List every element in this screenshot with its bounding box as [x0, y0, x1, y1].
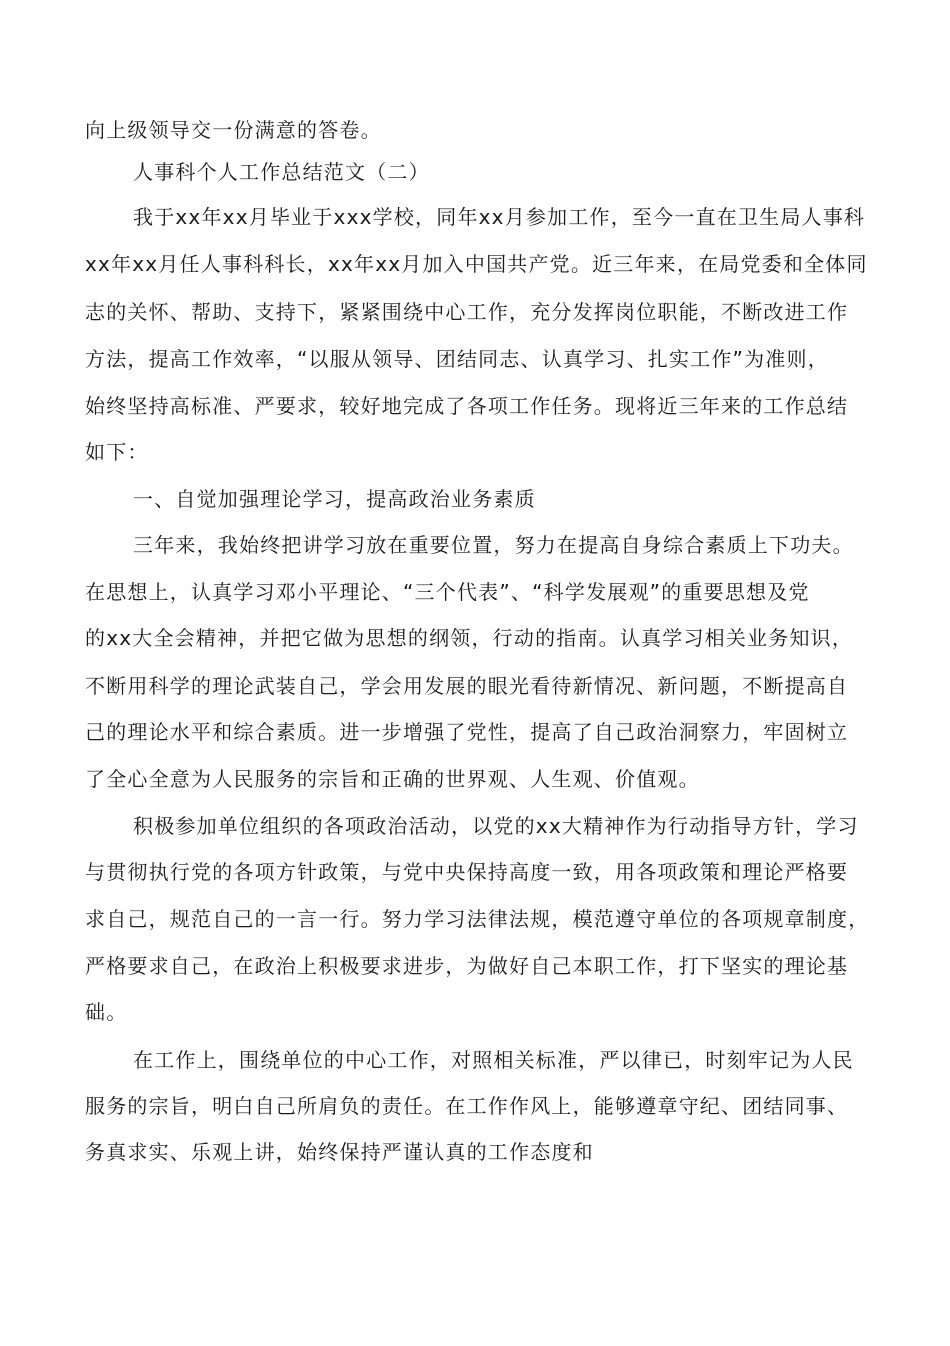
text-line: 向上级领导交一份满意的答卷。	[85, 118, 382, 142]
text-line: 如下：	[85, 440, 149, 464]
text-line: 在工作上，围绕单位的中心工作，对照相关标准，严以律已，时刻牢记为人民	[133, 1048, 854, 1072]
section-title: 人事科个人工作总结范文（二）	[133, 160, 430, 184]
text-line: 不断用科学的理论武装自己，学会用发展的眼光看待新情况、新问题，不断提高自	[85, 674, 849, 698]
text-line: 方法，提高工作效率，“以服从领导、团结同志、认真学习、扎实工作”为准则，	[85, 347, 829, 371]
text-line: xx年xx月任人事科科长，xx年xx月加入中国共产党。近三年来，在局党委和全体同	[85, 252, 868, 276]
text-line: 求自己，规范自己的一言一行。努力学习法律法规，模范遵守单位的各项规章制度，	[85, 907, 870, 931]
section-heading: 一、自觉加强理论学习，提高政治业务素质	[133, 487, 536, 511]
text-line: 积极参加单位组织的各项政治活动，以党的xx大精神作为行动指导方针，学习	[133, 814, 859, 838]
text-line: 三年来，我始终把讲学习放在重要位置，努力在提高自身综合素质上下功夫。	[133, 533, 854, 557]
text-line: 严格要求自己，在政治上积极要求进步，为做好自己本职工作，打下坚实的理论基	[85, 954, 849, 978]
text-line: 务真求实、乐观上讲，始终保持严谨认真的工作态度和	[85, 1140, 594, 1164]
text-line: 己的理论水平和综合素质。进一步增强了党性，提高了自己政治洞察力，牢固树立	[85, 720, 849, 744]
text-line: 志的关怀、帮助、支持下，紧紧围绕中心工作，充分发挥岗位职能，不断改进工作	[85, 300, 849, 324]
text-line: 服务的宗旨，明白自己所肩负的责任。在工作作风上，能够遵章守纪、团结同事、	[85, 1094, 849, 1118]
text-line: 础。	[85, 1000, 128, 1024]
text-line: 了全心全意为人民服务的宗旨和正确的世界观、人生观、价值观。	[85, 767, 700, 791]
text-line: 与贯彻执行党的各项方针政策，与党中央保持高度一致，用各项政策和理论严格要	[85, 860, 849, 884]
text-line: 的xx大全会精神，并把它做为思想的纲领，行动的指南。认真学习相关业务知识，	[85, 626, 854, 650]
text-line: 始终坚持高标准、严要求，较好地完成了各项工作任务。现将近三年来的工作总结	[85, 394, 849, 418]
text-line: 我于xx年xx月毕业于xxx学校，同年xx月参加工作，至今一直在卫生局人事科	[133, 205, 866, 229]
text-line: 在思想上，认真学习邓小平理论、“三个代表”、“科学发展观”的重要思想及党	[85, 580, 810, 604]
